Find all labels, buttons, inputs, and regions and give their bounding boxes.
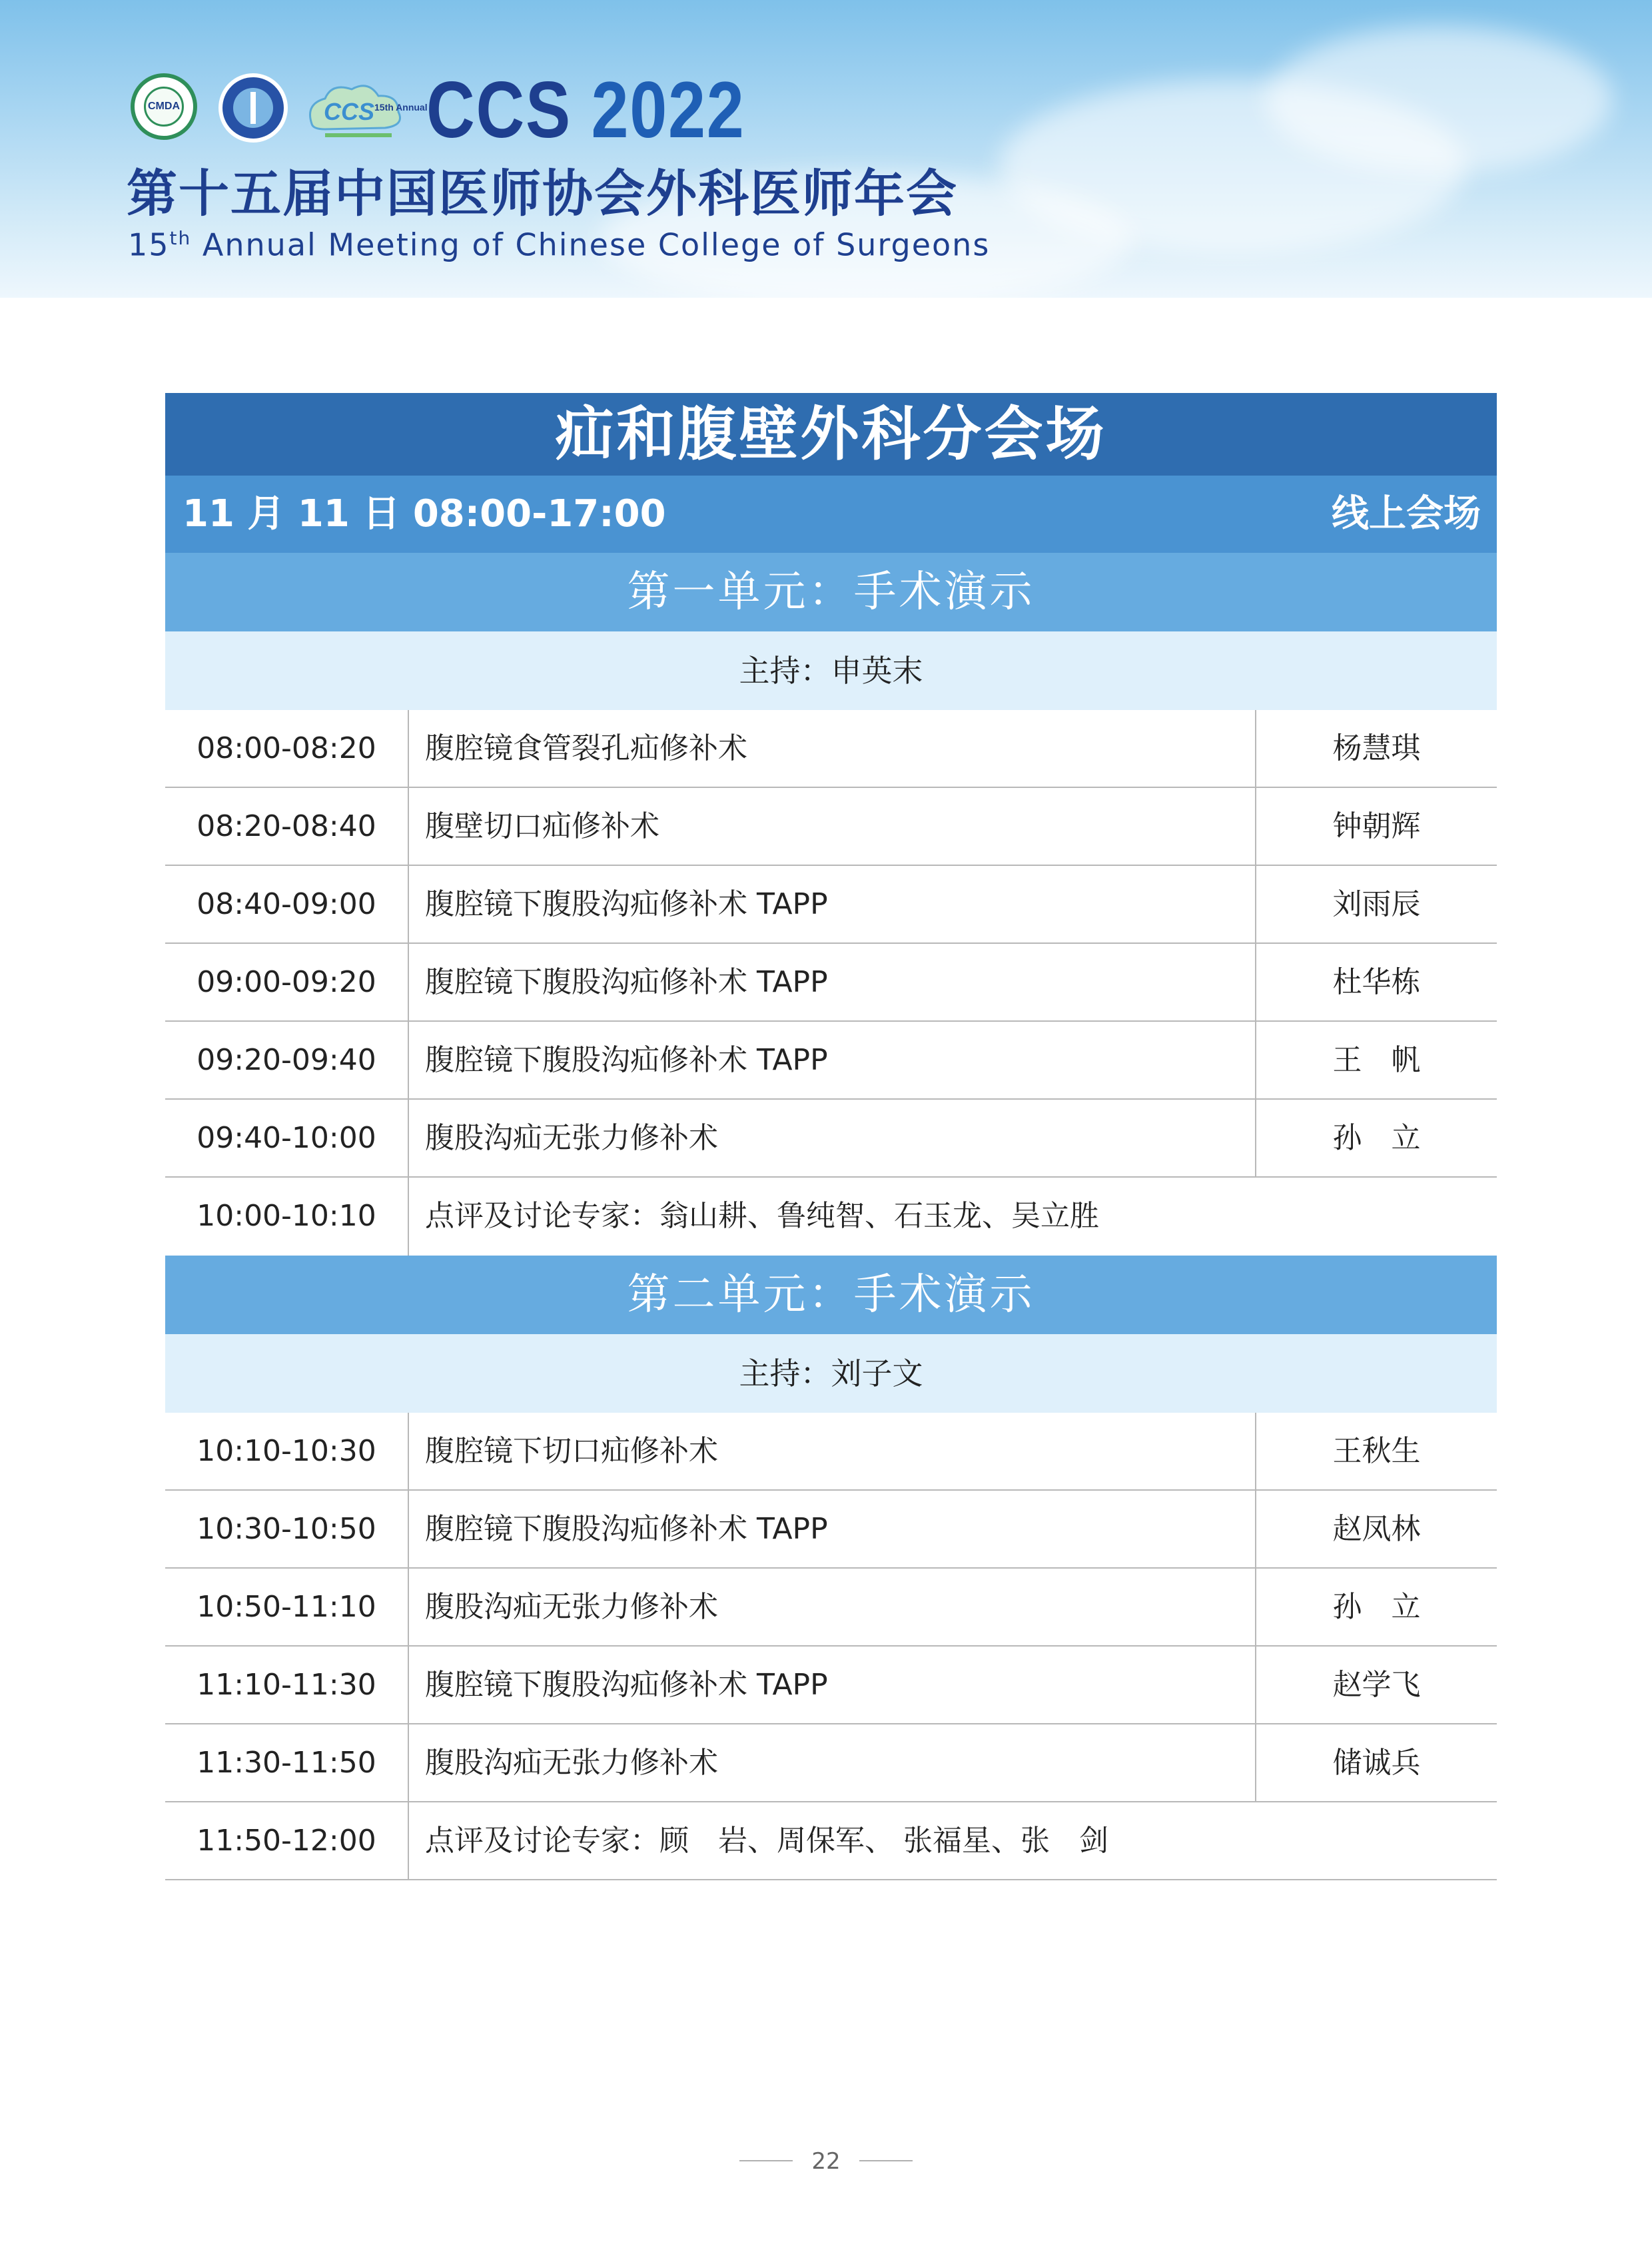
table-row [165,1647,1497,1724]
meeting-title-en [128,220,994,263]
title-en-text: Annual Meeting of Chinese College of Surgeons [191,226,991,263]
unit-title: 第一单元：手术演示 [165,553,1497,631]
row-speaker: 孙 立 [1332,1590,1421,1624]
discussion-row [165,1802,1497,1880]
row-speaker: 刘雨辰 [1332,887,1421,921]
brand-year: 2022 [591,65,745,155]
row-speaker: 王 帆 [1332,1043,1421,1077]
brand-prefix: CCS [426,65,572,155]
row-speaker: 杨慧琪 [1332,731,1421,765]
row-time: 08:00-08:20 [165,710,409,787]
title-en-ordinal-suffix: th [169,227,192,249]
unit-title: 第二单元：手术演示 [165,1256,1497,1334]
table-row [165,710,1497,788]
table-row [165,1569,1497,1647]
unit-host: 主持：申英末 [165,631,1497,710]
header-banner [0,0,1652,298]
row-topic: 腹壁切口疝修补术 [409,788,1256,865]
ccs-seal-staff [250,92,256,124]
row-topic: 腹腔镜下腹股沟疝修补术 TAPP [409,1491,1256,1567]
footer-rule-right [859,2160,913,2161]
title-en-ordinal: 15 [128,226,170,263]
row-topic: 腹腔镜下腹股沟疝修补术 TAPP [409,1647,1256,1723]
brand-wordmark [426,67,745,153]
unit-host: 主持：刘子文 [165,1334,1497,1413]
row-speaker: 储诚兵 [1332,1746,1421,1780]
row-topic: 腹腔镜下腹股沟疝修补术 TAPP [409,944,1256,1020]
cmda-logo [131,73,197,140]
row-time: 09:00-09:20 [165,944,409,1020]
ccs-annual-text: 15th Annual [374,102,428,113]
table-row [165,1491,1497,1569]
session-info-bar [165,476,1497,553]
discussion-experts: 点评及讨论专家：翁山耕、鲁纯智、石玉龙、吴立胜 [425,1199,1099,1233]
table-row [165,1413,1497,1491]
table-row [165,944,1497,1022]
row-topic: 腹腔镜食管裂孔疝修补术 [409,710,1256,787]
table-row [165,866,1497,944]
footer-rule-left [739,2160,793,2161]
program-table [165,393,1497,1880]
row-time: 11:50-12:00 [165,1802,409,1879]
discussion-row [165,1178,1497,1256]
row-topic: 腹腔镜下腹股沟疝修补术 TAPP [409,1022,1256,1098]
row-time: 10:10-10:30 [165,1413,409,1489]
page-number: 22 [811,2148,841,2175]
svg-text:CCS: CCS [324,98,375,125]
row-topic: 腹腔镜下腹股沟疝修补术 TAPP [409,866,1256,942]
table-row [165,788,1497,866]
row-topic: 腹股沟疝无张力修补术 [409,1724,1256,1801]
row-topic: 腹股沟疝无张力修补术 [409,1100,1256,1176]
table-row [165,1100,1497,1178]
row-topic: 腹腔镜下切口疝修补术 [409,1413,1256,1489]
row-speaker: 钟朝辉 [1332,809,1421,843]
cmda-logo-text: CMDA [148,101,180,112]
row-speaker: 孙 立 [1332,1121,1421,1155]
row-time: 08:40-09:00 [165,866,409,942]
row-speaker: 杜华栋 [1332,965,1421,999]
ccs-annual-logo [305,77,428,141]
row-speaker: 赵凤林 [1332,1512,1421,1546]
session-venue: 线上会场 [1332,492,1481,536]
row-time: 09:20-09:40 [165,1022,409,1098]
discussion-experts: 点评及讨论专家：顾 岩、周保军、 张福星、张 剑 [425,1824,1108,1858]
table-row [165,1724,1497,1802]
row-time: 08:20-08:40 [165,788,409,865]
row-speaker: 赵学飞 [1332,1668,1421,1702]
page-footer [0,2145,1652,2178]
row-time: 10:50-11:10 [165,1569,409,1645]
row-time: 10:30-10:50 [165,1491,409,1567]
row-time: 11:10-11:30 [165,1647,409,1723]
ccs-seal-logo [218,73,288,143]
row-time: 11:30-11:50 [165,1724,409,1801]
session-title: 疝和腹壁外科分会场 [165,393,1497,476]
row-speaker: 王秋生 [1332,1434,1421,1468]
table-row [165,1022,1497,1100]
row-time: 09:40-10:00 [165,1100,409,1176]
cloud-decoration [1266,27,1612,173]
row-time: 10:00-10:10 [165,1178,409,1256]
row-topic: 腹股沟疝无张力修补术 [409,1569,1256,1645]
meeting-title-cn: 第十五届中国医师协会外科医师年会 [127,164,958,223]
session-date-time: 11 月 11 日 08:00-17:00 [183,492,666,536]
